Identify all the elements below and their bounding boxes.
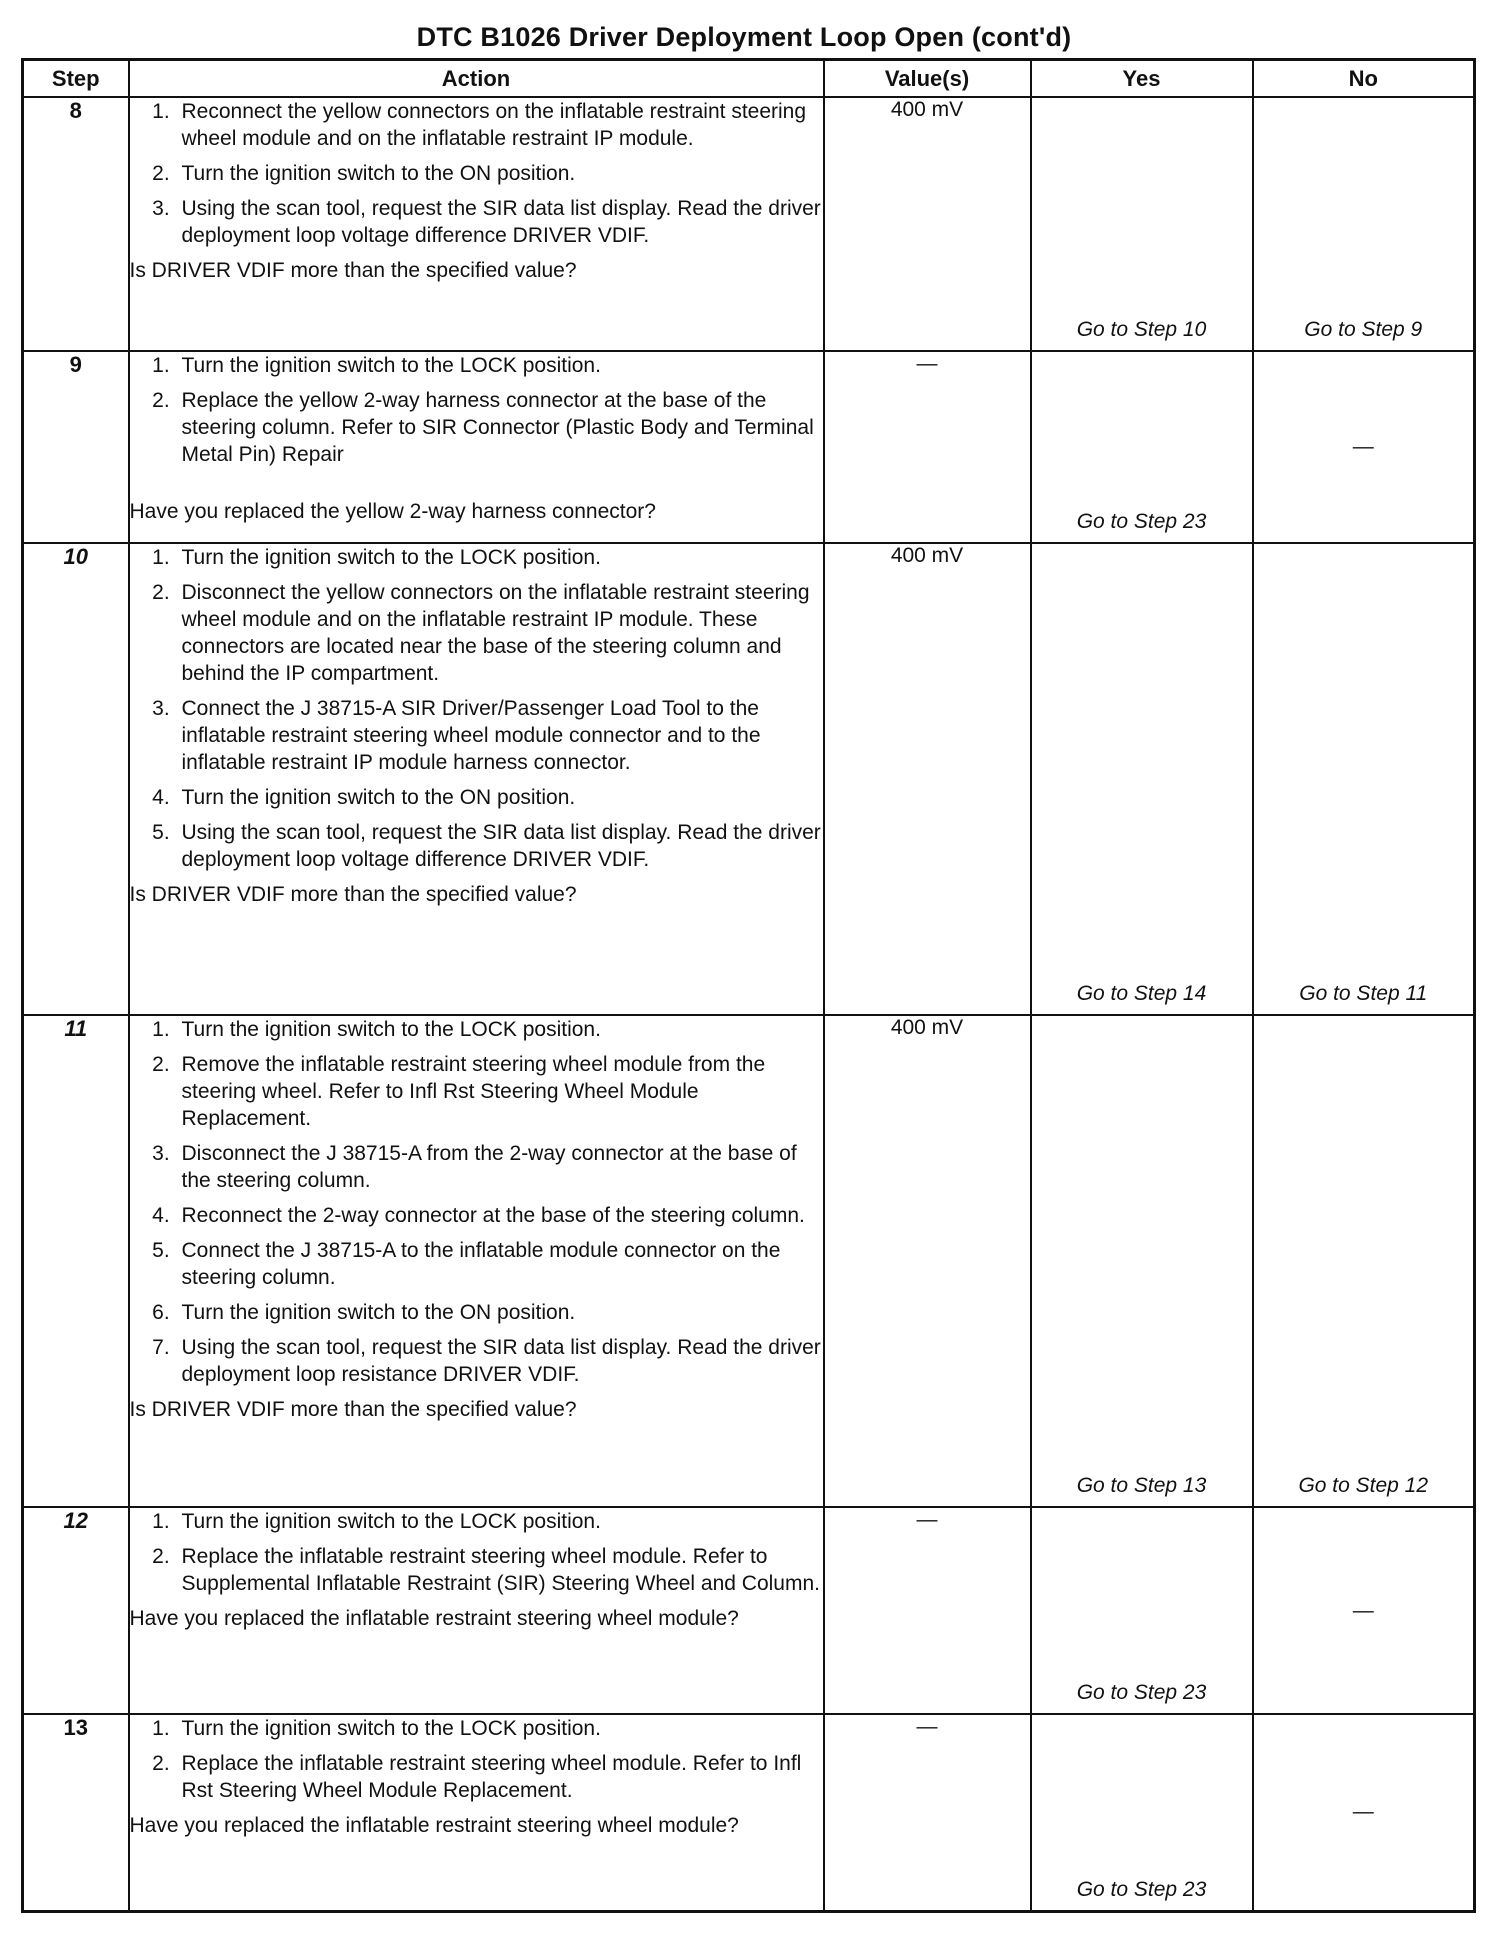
no-cell: [1253, 351, 1475, 543]
action-cell: [129, 1507, 824, 1714]
action-cell: [129, 97, 824, 351]
action-cell: [129, 1714, 824, 1911]
yes-link: Go to Step 23: [1076, 1877, 1207, 1901]
value-cell: 400 mV: [824, 97, 1031, 351]
value-cell: 400 mV: [824, 543, 1031, 1015]
step-number: 11: [23, 1015, 129, 1507]
question-text: Have you replaced the yellow 2-way harness connector?: [129, 500, 656, 523]
instruction-list: [130, 1508, 823, 1597]
table-row: [23, 1714, 1475, 1911]
no-value: —: [1352, 1800, 1374, 1824]
column-header-yes: Yes: [1031, 60, 1253, 98]
yes-link: Go to Step 23: [1076, 1681, 1207, 1704]
instruction-item: 1. Turn the ignition switch to the LOCK position.: [176, 1715, 823, 1742]
action-cell: [129, 543, 824, 1015]
yes-cell: [1031, 543, 1253, 1015]
instruction-item: 1. Turn the ignition switch to the LOCK position.: [176, 1508, 823, 1535]
question-text: Is DRIVER VDIF more than the specified value?: [129, 883, 577, 906]
no-link: Go to Step 12: [1298, 1474, 1429, 1497]
table-row: [23, 351, 1475, 543]
yes-cell: [1031, 97, 1253, 351]
table-row: [23, 543, 1475, 1015]
yes-link: Go to Step 13: [1076, 1474, 1207, 1497]
instruction-item: 1. Turn the ignition switch to the LOCK position.: [176, 352, 823, 379]
instruction-item: 4. Turn the ignition switch to the ON position.: [176, 784, 823, 811]
page-title: DTC B1026 Driver Deployment Loop Open (cont'd): [416, 22, 1072, 52]
instruction-item: 2. Replace the yellow 2-way harness connector at the base of the steering column. Refer to SIR Connector (Plastic Body and Terminal Metal Pin) Repair: [176, 387, 823, 468]
instruction-item: 5. Using the scan tool, request the SIR data list display. Read the driver deployment loop voltage difference DRIVER VDIF.: [176, 819, 823, 873]
diagnostic-table: [21, 58, 1476, 1913]
column-header-no: No: [1253, 60, 1475, 98]
instruction-item: 6. Turn the ignition switch to the ON position.: [176, 1299, 823, 1326]
instruction-item: 3. Disconnect the J 38715-A from the 2-way connector at the base of the steering column.: [176, 1140, 823, 1194]
no-cell: [1253, 97, 1475, 351]
instruction-item: 2. Turn the ignition switch to the ON position.: [176, 160, 823, 187]
table-header-row: [23, 60, 1475, 98]
step-number: 9: [23, 351, 129, 543]
question-text: Is DRIVER VDIF more than the specified value?: [129, 1398, 577, 1421]
action-cell: [129, 1015, 824, 1507]
instruction-list: [130, 98, 823, 249]
yes-cell: [1031, 1714, 1253, 1911]
instruction-list: [130, 1715, 823, 1804]
yes-cell: [1031, 351, 1253, 543]
instruction-item: 1. Turn the ignition switch to the LOCK position.: [176, 544, 823, 571]
value-cell: —: [824, 351, 1031, 543]
no-cell: [1253, 543, 1475, 1015]
instruction-item: 7. Using the scan tool, request the SIR data list display. Read the driver deployment loop resistance DRIVER VDIF.: [176, 1334, 823, 1388]
instruction-item: 1. Turn the ignition switch to the LOCK position.: [176, 1016, 823, 1043]
no-link: Go to Step 9: [1304, 318, 1423, 341]
no-link: Go to Step 11: [1299, 982, 1428, 1005]
yes-link: Go to Step 14: [1076, 982, 1207, 1005]
question-text: Have you replaced the inflatable restraint steering wheel module?: [129, 1607, 739, 1630]
instruction-item: 3. Using the scan tool, request the SIR data list display. Read the driver deployment loop voltage difference DRIVER VDIF.: [176, 195, 823, 249]
yes-cell: [1031, 1507, 1253, 1714]
no-cell: [1253, 1714, 1475, 1911]
instruction-item: 4. Reconnect the 2-way connector at the base of the steering column.: [176, 1202, 823, 1229]
question-text: Is DRIVER VDIF more than the specified value?: [129, 259, 577, 282]
step-number: 10: [23, 543, 129, 1015]
no-value: —: [1352, 435, 1374, 458]
instruction-list: [130, 1016, 823, 1388]
yes-link: Go to Step 10: [1076, 318, 1207, 341]
table-row: [23, 97, 1475, 351]
action-cell: [129, 351, 824, 543]
yes-cell: [1031, 1015, 1253, 1507]
value-cell: —: [824, 1714, 1031, 1911]
value-cell: 400 mV: [824, 1015, 1031, 1507]
column-header-values: Value(s): [824, 60, 1031, 98]
table-row: [23, 1507, 1475, 1714]
yes-link: Go to Step 23: [1076, 510, 1207, 533]
no-value: —: [1352, 1598, 1374, 1622]
no-cell: [1253, 1015, 1475, 1507]
step-number: 12: [23, 1507, 129, 1714]
instruction-item: 2. Disconnect the yellow connectors on the inflatable restraint steering wheel module and on the inflatable restraint IP module. These connectors are located near the base of the steering column and behind the IP compartment.: [176, 579, 823, 687]
instruction-list: [130, 544, 823, 873]
instruction-item: 5. Connect the J 38715-A to the inflatable module connector on the steering column.: [176, 1237, 823, 1291]
instruction-item: 2. Replace the inflatable restraint steering wheel module. Refer to Infl Rst Steering Wheel Module Replacement.: [176, 1750, 823, 1804]
column-header-step: Step: [23, 60, 129, 98]
table-row: [23, 1015, 1475, 1507]
question-text: Have you replaced the inflatable restraint steering wheel module?: [129, 1814, 739, 1837]
instruction-item: 2. Replace the inflatable restraint steering wheel module. Refer to Supplemental Inflatable Restraint (SIR) Steering Wheel and Column.: [176, 1543, 823, 1597]
step-number: 13: [23, 1714, 129, 1911]
column-header-action: Action: [129, 60, 824, 98]
value-cell: —: [824, 1507, 1031, 1714]
instruction-item: 3. Connect the J 38715-A SIR Driver/Passenger Load Tool to the inflatable restraint steering wheel module connector and to the inflatable restraint IP module harness connector.: [176, 695, 823, 776]
instruction-list: [130, 352, 823, 468]
instruction-item: 2. Remove the inflatable restraint steering wheel module from the steering wheel. Refer to Infl Rst Steering Wheel Module Replacement.: [176, 1051, 823, 1132]
no-cell: [1253, 1507, 1475, 1714]
step-number: 8: [23, 97, 129, 351]
instruction-item: 1. Reconnect the yellow connectors on the inflatable restraint steering wheel module and on the inflatable restraint IP module.: [176, 98, 823, 152]
